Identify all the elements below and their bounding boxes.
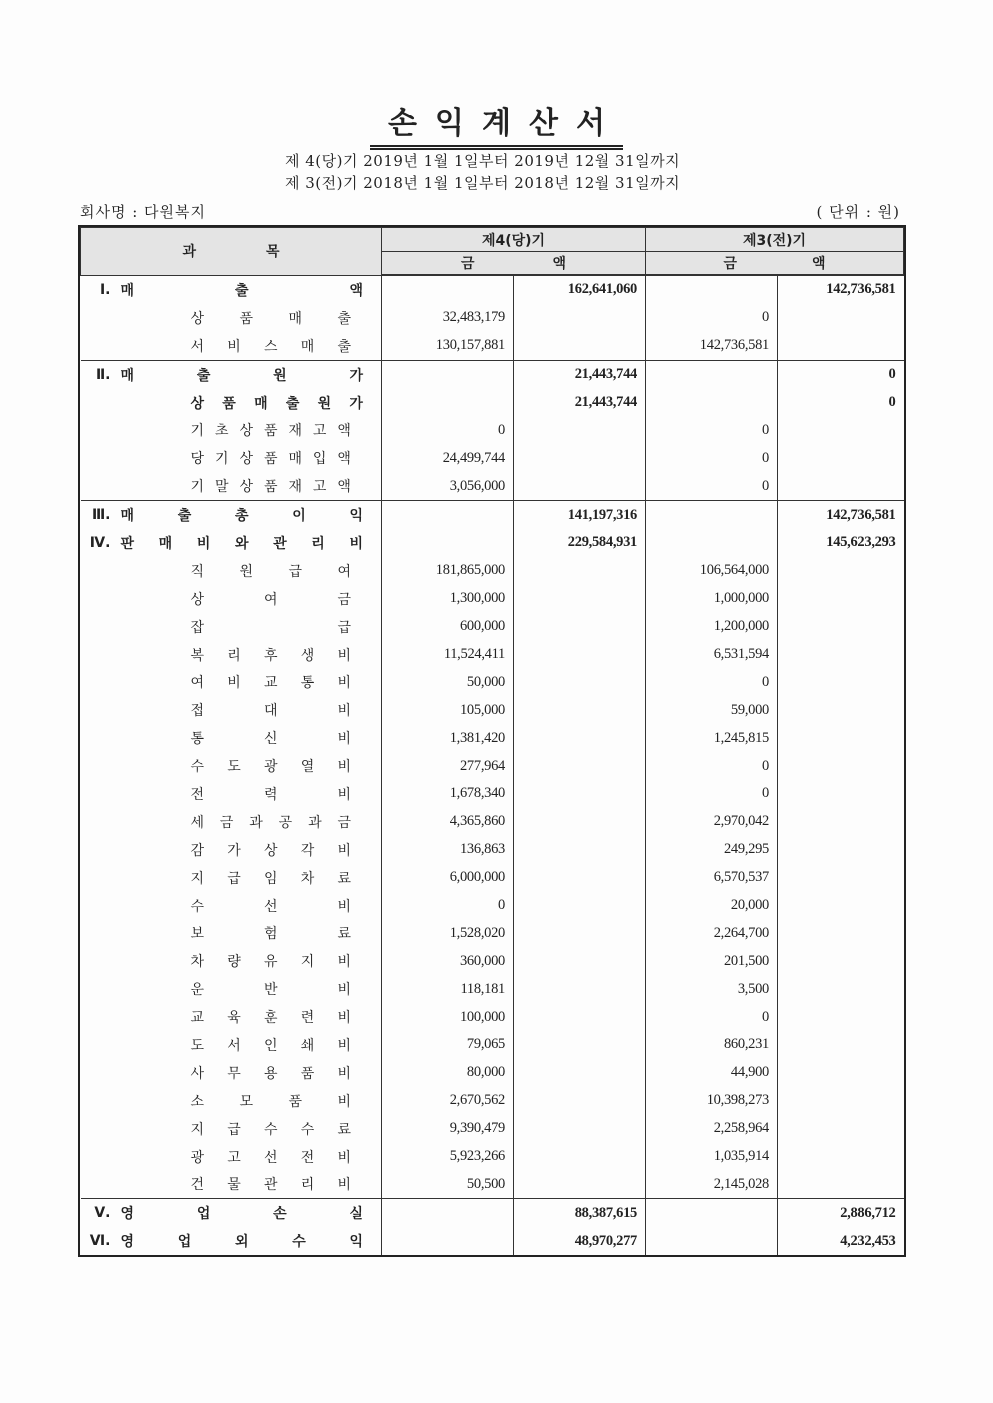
row-subject — [81, 975, 382, 1003]
row-label: 직 원 급 여 — [190, 563, 351, 580]
current-detail-amount — [382, 389, 514, 417]
period-current: 제 4(당)기 2019년 1월 1일부터 2019년 12월 31일까지 — [285, 152, 681, 170]
prior-detail-amount: 10,398,273 — [646, 1087, 778, 1115]
table-row — [81, 304, 904, 332]
prior-detail-amount: 142,736,581 — [646, 332, 778, 360]
row-subject — [81, 275, 382, 304]
current-total-amount — [514, 1031, 646, 1059]
table-row — [81, 864, 904, 892]
row-subject — [81, 947, 382, 975]
current-total-amount: 229,584,931 — [514, 529, 646, 557]
table-row — [81, 1199, 904, 1227]
current-total-amount — [514, 332, 646, 360]
current-total-amount — [514, 780, 646, 808]
prior-total-amount — [778, 696, 904, 724]
current-total-amount — [514, 668, 646, 696]
row-label: 매 출 액 — [120, 282, 363, 299]
header-prior-period: 제3(전)기 — [646, 228, 904, 252]
table-row — [81, 892, 904, 920]
header-row — [81, 228, 904, 252]
prior-total-amount — [778, 304, 904, 332]
prior-detail-amount: 2,145,028 — [646, 1171, 778, 1199]
current-detail-amount: 181,865,000 — [382, 557, 514, 585]
row-subject — [81, 444, 382, 472]
current-detail-amount: 24,499,744 — [382, 444, 514, 472]
table-row — [81, 975, 904, 1003]
prior-detail-amount: 0 — [646, 304, 778, 332]
row-subject — [81, 1199, 382, 1227]
row-label: 세 금 과 공 과 금 — [190, 814, 351, 831]
current-detail-amount: 118,181 — [382, 975, 514, 1003]
row-subject — [81, 1171, 382, 1199]
current-detail-amount: 50,000 — [382, 668, 514, 696]
current-total-amount — [514, 975, 646, 1003]
row-label: 소 모 품 비 — [190, 1093, 351, 1110]
row-label: 복 리 후 생 비 — [190, 647, 351, 664]
prior-total-amount — [778, 641, 904, 669]
row-subject — [81, 529, 382, 557]
prior-detail-amount: 6,570,537 — [646, 864, 778, 892]
table-row — [81, 641, 904, 669]
current-total-amount — [514, 1059, 646, 1087]
current-detail-amount: 1,528,020 — [382, 919, 514, 947]
current-detail-amount: 1,678,340 — [382, 780, 514, 808]
table-row — [81, 1087, 904, 1115]
prior-total-amount — [778, 332, 904, 360]
row-subject — [81, 1031, 382, 1059]
row-subject — [81, 641, 382, 669]
table-row — [81, 696, 904, 724]
current-detail-amount: 5,923,266 — [382, 1143, 514, 1171]
table-row — [81, 1031, 904, 1059]
roman-numeral: Ⅱ. — [95, 366, 111, 383]
prior-detail-amount: 0 — [646, 416, 778, 444]
prior-detail-amount: 201,500 — [646, 947, 778, 975]
document-title: 손익계산서 — [0, 98, 993, 150]
current-detail-amount: 130,157,881 — [382, 332, 514, 360]
row-subject — [81, 389, 382, 417]
current-total-amount — [514, 304, 646, 332]
prior-total-amount — [778, 752, 904, 780]
prior-detail-amount: 0 — [646, 444, 778, 472]
prior-total-amount — [778, 416, 904, 444]
prior-detail-amount: 20,000 — [646, 892, 778, 920]
prior-total-amount: 2,886,712 — [778, 1199, 904, 1227]
table-row — [81, 389, 904, 417]
header-current-period: 제4(당)기 — [382, 228, 646, 252]
row-subject — [81, 1087, 382, 1115]
row-label: 매 출 원 가 — [120, 367, 363, 384]
prior-detail-amount — [646, 275, 778, 304]
current-detail-amount: 105,000 — [382, 696, 514, 724]
row-subject — [81, 613, 382, 641]
current-detail-amount: 100,000 — [382, 1003, 514, 1031]
row-label: 상 여 금 — [190, 591, 351, 608]
period-prior: 제 3(전)기 2018년 1월 1일부터 2018년 12월 31일까지 — [285, 174, 681, 192]
row-subject — [81, 836, 382, 864]
prior-detail-amount: 2,264,700 — [646, 919, 778, 947]
prior-detail-amount — [646, 360, 778, 388]
current-detail-amount — [382, 360, 514, 388]
prior-detail-amount: 1,245,815 — [646, 724, 778, 752]
row-label: 운 반 비 — [190, 982, 351, 999]
row-label: 건 물 관 리 비 — [190, 1177, 351, 1194]
statement-body — [81, 275, 904, 1255]
row-subject — [81, 360, 382, 388]
prior-total-amount — [778, 1115, 904, 1143]
current-detail-amount — [382, 529, 514, 557]
current-total-amount — [514, 613, 646, 641]
prior-total-amount: 145,623,293 — [778, 529, 904, 557]
row-label: 도 서 인 쇄 비 — [190, 1037, 351, 1054]
table-row — [81, 1143, 904, 1171]
header-subject: 과목 — [81, 228, 382, 276]
prior-total-amount — [778, 1143, 904, 1171]
prior-detail-amount: 106,564,000 — [646, 557, 778, 585]
current-total-amount: 21,443,744 — [514, 360, 646, 388]
prior-total-amount — [778, 613, 904, 641]
table-row — [81, 332, 904, 360]
prior-detail-amount: 0 — [646, 780, 778, 808]
table-row — [81, 1171, 904, 1199]
company-name: 회사명 : 다원복지 — [80, 203, 207, 221]
prior-detail-amount: 3,500 — [646, 975, 778, 1003]
current-total-amount: 162,641,060 — [514, 275, 646, 304]
row-subject — [81, 864, 382, 892]
row-label: 통 신 비 — [190, 731, 351, 748]
current-total-amount — [514, 1171, 646, 1199]
prior-total-amount — [778, 836, 904, 864]
prior-total-amount — [778, 780, 904, 808]
table-row — [81, 444, 904, 472]
current-detail-amount — [382, 275, 514, 304]
row-label: 보 험 료 — [190, 926, 351, 943]
current-detail-amount: 11,524,411 — [382, 641, 514, 669]
prior-total-amount — [778, 472, 904, 500]
current-total-amount — [514, 1143, 646, 1171]
table-row — [81, 724, 904, 752]
current-total-amount — [514, 1003, 646, 1031]
roman-numeral: Ⅲ. — [91, 507, 111, 524]
row-label: 기 말 상 품 재 고 액 — [190, 479, 351, 496]
table-row — [81, 919, 904, 947]
table-row — [81, 1059, 904, 1087]
row-subject — [81, 557, 382, 585]
current-total-amount — [514, 416, 646, 444]
current-detail-amount: 360,000 — [382, 947, 514, 975]
prior-total-amount — [778, 1031, 904, 1059]
current-total-amount — [514, 808, 646, 836]
current-detail-amount: 2,670,562 — [382, 1087, 514, 1115]
table-row — [81, 1227, 904, 1255]
row-subject — [81, 919, 382, 947]
current-detail-amount: 3,056,000 — [382, 472, 514, 500]
row-subject — [81, 752, 382, 780]
prior-detail-amount: 1,200,000 — [646, 613, 778, 641]
current-total-amount — [514, 752, 646, 780]
current-total-amount — [514, 892, 646, 920]
table-row — [81, 529, 904, 557]
row-label: 광 고 선 전 비 — [190, 1149, 351, 1166]
current-detail-amount — [382, 501, 514, 529]
row-subject — [81, 1143, 382, 1171]
prior-detail-amount — [646, 529, 778, 557]
row-label: 접 대 비 — [190, 703, 351, 720]
current-detail-amount: 32,483,179 — [382, 304, 514, 332]
row-subject — [81, 1003, 382, 1031]
current-detail-amount: 4,365,860 — [382, 808, 514, 836]
prior-detail-amount: 0 — [646, 752, 778, 780]
current-detail-amount: 0 — [382, 416, 514, 444]
prior-total-amount — [778, 1059, 904, 1087]
row-label: 상 품 매 출 — [190, 310, 351, 327]
table-row — [81, 780, 904, 808]
table-row — [81, 360, 904, 388]
prior-total-amount — [778, 585, 904, 613]
roman-numeral: Ⅰ. — [99, 281, 111, 298]
prior-detail-amount: 59,000 — [646, 696, 778, 724]
prior-total-amount: 0 — [778, 389, 904, 417]
row-label: 사 무 용 품 비 — [190, 1065, 351, 1082]
prior-total-amount — [778, 808, 904, 836]
row-subject — [81, 1059, 382, 1087]
current-total-amount — [514, 696, 646, 724]
prior-detail-amount: 1,000,000 — [646, 585, 778, 613]
row-label: 전 력 비 — [190, 786, 351, 803]
current-detail-amount: 50,500 — [382, 1171, 514, 1199]
prior-detail-amount — [646, 389, 778, 417]
income-statement-table — [80, 227, 904, 1255]
current-detail-amount: 1,300,000 — [382, 585, 514, 613]
unit-label: ( 단위 : 원) — [816, 203, 900, 221]
table-row — [81, 1115, 904, 1143]
prior-detail-amount: 44,900 — [646, 1059, 778, 1087]
prior-detail-amount — [646, 1199, 778, 1227]
roman-numeral: Ⅵ. — [89, 1233, 111, 1250]
prior-total-amount — [778, 919, 904, 947]
header-current-amount: 금 액 — [382, 252, 646, 276]
current-detail-amount — [382, 1199, 514, 1227]
row-subject — [81, 332, 382, 360]
prior-detail-amount: 0 — [646, 1003, 778, 1031]
current-detail-amount — [382, 1227, 514, 1255]
row-label: 잡 급 — [190, 619, 351, 636]
row-subject — [81, 1115, 382, 1143]
table-row — [81, 416, 904, 444]
table-row — [81, 501, 904, 529]
row-label: 여 비 교 통 비 — [190, 675, 351, 692]
table-row — [81, 557, 904, 585]
current-total-amount — [514, 444, 646, 472]
table-row — [81, 472, 904, 500]
current-total-amount — [514, 864, 646, 892]
current-total-amount — [514, 1087, 646, 1115]
table-row — [81, 275, 904, 304]
prior-total-amount: 0 — [778, 360, 904, 388]
prior-detail-amount: 0 — [646, 472, 778, 500]
prior-total-amount — [778, 947, 904, 975]
current-detail-amount: 0 — [382, 892, 514, 920]
prior-total-amount — [778, 724, 904, 752]
current-total-amount — [514, 919, 646, 947]
row-subject — [81, 501, 382, 529]
row-label: 교 육 훈 련 비 — [190, 1010, 351, 1027]
row-label: 판 매 비 와 관 리 비 — [120, 535, 363, 552]
prior-total-amount — [778, 668, 904, 696]
table-row — [81, 613, 904, 641]
current-detail-amount: 6,000,000 — [382, 864, 514, 892]
current-total-amount — [514, 947, 646, 975]
prior-detail-amount: 0 — [646, 668, 778, 696]
row-label: 수 도 광 열 비 — [190, 759, 351, 776]
row-subject — [81, 416, 382, 444]
table-row — [81, 808, 904, 836]
prior-detail-amount: 860,231 — [646, 1031, 778, 1059]
row-label: 상 품 매 출 원 가 — [190, 395, 363, 412]
prior-detail-amount — [646, 1227, 778, 1255]
table-row — [81, 668, 904, 696]
row-label: 당 기 상 품 매 입 액 — [190, 451, 351, 468]
current-detail-amount: 79,065 — [382, 1031, 514, 1059]
current-detail-amount: 80,000 — [382, 1059, 514, 1087]
row-subject — [81, 780, 382, 808]
current-total-amount — [514, 724, 646, 752]
row-label: 차 량 유 지 비 — [190, 954, 351, 971]
row-label: 지 급 수 수 료 — [190, 1121, 351, 1138]
row-label: 감 가 상 각 비 — [190, 842, 351, 859]
current-total-amount — [514, 836, 646, 864]
current-total-amount: 141,197,316 — [514, 501, 646, 529]
row-label: 영 업 외 수 익 — [120, 1234, 363, 1251]
current-detail-amount: 600,000 — [382, 613, 514, 641]
current-total-amount: 21,443,744 — [514, 389, 646, 417]
current-total-amount: 48,970,277 — [514, 1227, 646, 1255]
row-subject — [81, 585, 382, 613]
row-subject — [81, 724, 382, 752]
header-prior-amount: 금 액 — [646, 252, 904, 276]
current-total-amount — [514, 472, 646, 500]
row-subject — [81, 696, 382, 724]
table-row — [81, 1003, 904, 1031]
table-row — [81, 836, 904, 864]
prior-total-amount — [778, 1171, 904, 1199]
roman-numeral: Ⅴ. — [94, 1205, 111, 1222]
current-detail-amount: 1,381,420 — [382, 724, 514, 752]
current-detail-amount: 277,964 — [382, 752, 514, 780]
prior-detail-amount — [646, 501, 778, 529]
prior-total-amount — [778, 975, 904, 1003]
table-row — [81, 752, 904, 780]
current-total-amount — [514, 641, 646, 669]
prior-detail-amount: 2,258,964 — [646, 1115, 778, 1143]
prior-total-amount — [778, 1003, 904, 1031]
row-label: 영 업 손 실 — [120, 1206, 363, 1223]
prior-detail-amount: 249,295 — [646, 836, 778, 864]
current-detail-amount: 9,390,479 — [382, 1115, 514, 1143]
prior-total-amount — [778, 557, 904, 585]
row-label: 서 비 스 매 출 — [190, 338, 351, 355]
current-total-amount — [514, 557, 646, 585]
table-row — [81, 585, 904, 613]
row-subject — [81, 892, 382, 920]
prior-detail-amount: 1,035,914 — [646, 1143, 778, 1171]
row-subject — [81, 808, 382, 836]
row-label: 수 선 비 — [190, 898, 351, 915]
row-subject — [81, 472, 382, 500]
current-detail-amount: 136,863 — [382, 836, 514, 864]
table-row — [81, 947, 904, 975]
prior-total-amount — [778, 892, 904, 920]
prior-total-amount: 4,232,453 — [778, 1227, 904, 1255]
roman-numeral: Ⅳ. — [89, 534, 111, 551]
prior-total-amount — [778, 1087, 904, 1115]
prior-total-amount — [778, 444, 904, 472]
current-total-amount: 88,387,615 — [514, 1199, 646, 1227]
current-total-amount — [514, 1115, 646, 1143]
row-label: 기 초 상 품 재 고 액 — [190, 423, 351, 440]
row-subject — [81, 668, 382, 696]
row-subject — [81, 1227, 382, 1255]
prior-total-amount: 142,736,581 — [778, 501, 904, 529]
prior-detail-amount: 6,531,594 — [646, 641, 778, 669]
prior-total-amount: 142,736,581 — [778, 275, 904, 304]
row-label: 매 출 총 이 익 — [120, 508, 363, 525]
row-label: 지 급 임 차 료 — [190, 870, 351, 887]
prior-total-amount — [778, 864, 904, 892]
row-subject — [81, 304, 382, 332]
prior-detail-amount: 2,970,042 — [646, 808, 778, 836]
current-total-amount — [514, 585, 646, 613]
